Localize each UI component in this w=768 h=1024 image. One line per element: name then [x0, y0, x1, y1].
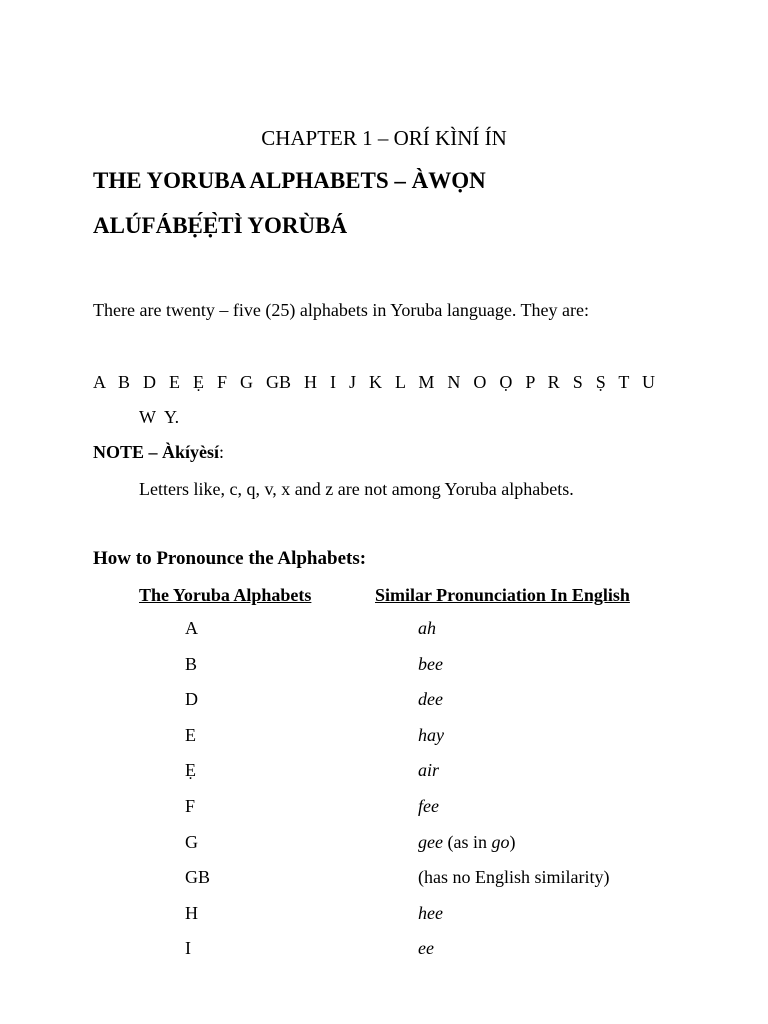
- pronunciation-note: (has no English similarity): [418, 867, 610, 888]
- note-term: Àkíyèsí: [162, 442, 220, 462]
- english-pronunciation: [418, 654, 443, 675]
- pronunciation-table: [0, 618, 768, 974]
- table-row: [0, 689, 768, 725]
- pronunciation-word: bee: [418, 653, 443, 674]
- english-pronunciation: [418, 725, 444, 746]
- table-header-pronunciation: Similar Pronunciation In English: [375, 585, 630, 605]
- alphabet-letter: Ẹ: [185, 760, 196, 781]
- table-row: [0, 867, 768, 903]
- pronunciation-word: dee: [418, 689, 443, 710]
- table-row: [0, 796, 768, 832]
- note-colon: :: [219, 442, 225, 462]
- pronunciation-word: air: [418, 760, 440, 781]
- pronunciation-word: hee: [418, 902, 443, 923]
- note-text: Letters like, c, q, v, x and z are not among Yoruba alphabets.: [139, 479, 574, 499]
- table-row: [0, 938, 768, 974]
- english-pronunciation: [418, 618, 436, 639]
- alphabet-letter: H: [185, 902, 198, 923]
- pronunciation-note: (as in: [442, 831, 492, 852]
- alphabet-letter: A: [185, 618, 198, 638]
- alphabet-letter: D: [185, 689, 198, 710]
- note-dash: –: [144, 442, 163, 462]
- title-line-1: THE YORUBA ALPHABETS – ÀWỌN: [93, 168, 486, 193]
- english-pronunciation: [418, 796, 439, 817]
- alphabet-letter: G: [185, 831, 198, 852]
- alphabet-list-line-2: W Y.: [139, 407, 180, 427]
- table-row: [0, 654, 768, 690]
- table-header-alphabet: The Yoruba Alphabets: [139, 585, 312, 605]
- english-pronunciation: [418, 689, 443, 710]
- pronunciation-note-end: ): [509, 831, 516, 852]
- pronunciation-word: gee: [418, 831, 443, 852]
- english-pronunciation: [418, 938, 434, 959]
- alphabet-letter: E: [185, 724, 196, 745]
- pronunciation-word: ah: [418, 618, 436, 638]
- pronunciation-word: ee: [418, 938, 434, 959]
- pronounce-heading: How to Pronounce the Alphabets:: [93, 548, 367, 569]
- title-line-2: ALÚFÁBẸ́Ẹ̀TÌ YORÙBÁ: [93, 213, 348, 238]
- table-row: [0, 618, 768, 654]
- table-row: [0, 903, 768, 939]
- pronunciation-word: fee: [418, 795, 439, 816]
- pronunciation-example: go: [491, 831, 510, 852]
- english-pronunciation: [418, 903, 443, 924]
- table-row: [0, 760, 768, 796]
- table-row: [0, 832, 768, 868]
- english-pronunciation: [418, 832, 515, 853]
- alphabet-letter: B: [185, 653, 198, 674]
- note-line: [93, 442, 224, 463]
- table-row: [0, 725, 768, 761]
- alphabet-letter: I: [185, 938, 191, 959]
- note-label: NOTE: [93, 442, 145, 462]
- alphabet-list-line-1: A B D E Ẹ F G GB H I J K L M N O Ọ P R S Ṣ T U: [93, 372, 656, 392]
- english-pronunciation: [418, 760, 439, 781]
- alphabet-letter: F: [185, 795, 196, 816]
- pronunciation-word: hay: [418, 724, 444, 745]
- chapter-heading: CHAPTER 1 – ORÍ KÌNÍ ÍN: [261, 126, 507, 150]
- intro-paragraph: There are twenty – five (25) alphabets in Yoruba language. They are:: [93, 300, 589, 320]
- alphabet-letter: GB: [185, 867, 211, 888]
- english-pronunciation: [418, 867, 609, 888]
